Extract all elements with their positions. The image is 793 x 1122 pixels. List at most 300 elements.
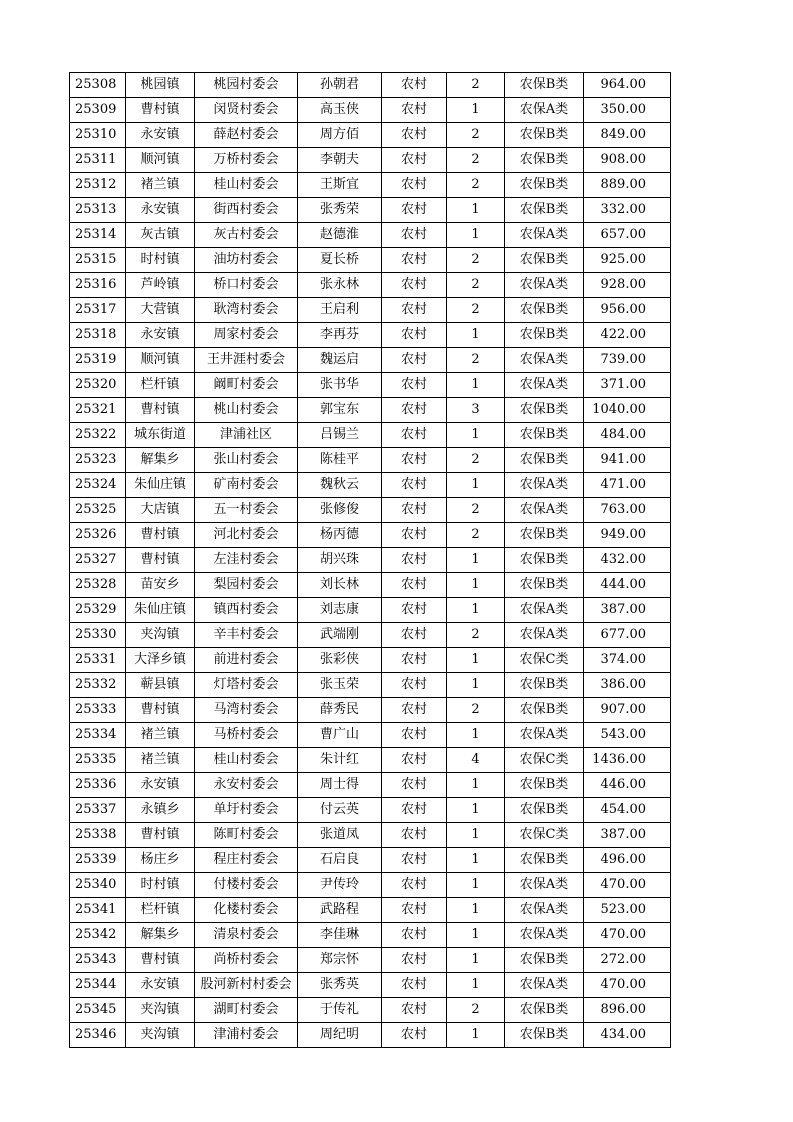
insurance-category-cell: 农保A类 — [505, 348, 584, 373]
insurance-category-cell: 农保A类 — [505, 98, 584, 123]
records-table-body — [70, 73, 671, 1048]
amount-cell: 272.00 — [584, 948, 671, 973]
committee-cell: 灰古村委会 — [195, 223, 298, 248]
household-count-cell: 2 — [447, 123, 505, 148]
person-name-cell: 李佳琳 — [298, 923, 382, 948]
household-count-cell: 2 — [447, 498, 505, 523]
record-id-cell: 25311 — [70, 148, 126, 173]
household-count-cell: 1 — [447, 323, 505, 348]
committee-cell: 周家村委会 — [195, 323, 298, 348]
table-row — [70, 798, 671, 823]
insurance-category-cell: 农保B类 — [505, 298, 584, 323]
committee-cell: 程庄村委会 — [195, 848, 298, 873]
amount-cell: 374.00 — [584, 648, 671, 673]
town-cell: 栏杆镇 — [126, 373, 195, 398]
table-row — [70, 98, 671, 123]
committee-cell: 五一村委会 — [195, 498, 298, 523]
town-cell: 朱仙庄镇 — [126, 473, 195, 498]
insurance-category-cell: 农保B类 — [505, 73, 584, 98]
table-row — [70, 623, 671, 648]
record-id-cell: 25316 — [70, 273, 126, 298]
committee-cell: 马桥村委会 — [195, 723, 298, 748]
household-count-cell: 2 — [447, 698, 505, 723]
insurance-category-cell: 农保B类 — [505, 848, 584, 873]
household-count-cell: 1 — [447, 598, 505, 623]
town-cell: 灰古镇 — [126, 223, 195, 248]
person-name-cell: 吕锡兰 — [298, 423, 382, 448]
table-row — [70, 898, 671, 923]
record-id-cell: 25325 — [70, 498, 126, 523]
person-name-cell: 于传礼 — [298, 998, 382, 1023]
table-row — [70, 573, 671, 598]
amount-cell: 956.00 — [584, 298, 671, 323]
person-name-cell: 王斯宜 — [298, 173, 382, 198]
area-type-cell: 农村 — [382, 323, 447, 348]
town-cell: 栏杆镇 — [126, 898, 195, 923]
person-name-cell: 朱计红 — [298, 748, 382, 773]
committee-cell: 王井涯村委会 — [195, 348, 298, 373]
insurance-category-cell: 农保B类 — [505, 673, 584, 698]
area-type-cell: 农村 — [382, 98, 447, 123]
town-cell: 褚兰镇 — [126, 723, 195, 748]
household-count-cell: 1 — [447, 673, 505, 698]
insurance-category-cell: 农保B类 — [505, 398, 584, 423]
committee-cell: 阚町村委会 — [195, 373, 298, 398]
committee-cell: 湖町村委会 — [195, 998, 298, 1023]
area-type-cell: 农村 — [382, 73, 447, 98]
table-row — [70, 823, 671, 848]
person-name-cell: 张玉荣 — [298, 673, 382, 698]
person-name-cell: 张永林 — [298, 273, 382, 298]
household-count-cell: 1 — [447, 873, 505, 898]
committee-cell: 付楼村委会 — [195, 873, 298, 898]
town-cell: 顺河镇 — [126, 348, 195, 373]
amount-cell: 387.00 — [584, 823, 671, 848]
record-id-cell: 25340 — [70, 873, 126, 898]
committee-cell: 耿湾村委会 — [195, 298, 298, 323]
committee-cell: 左洼村委会 — [195, 548, 298, 573]
area-type-cell: 农村 — [382, 648, 447, 673]
town-cell: 永安镇 — [126, 123, 195, 148]
area-type-cell: 农村 — [382, 548, 447, 573]
record-id-cell: 25318 — [70, 323, 126, 348]
town-cell: 曹村镇 — [126, 398, 195, 423]
table-row — [70, 398, 671, 423]
insurance-category-cell: 农保A类 — [505, 973, 584, 998]
amount-cell: 964.00 — [584, 73, 671, 98]
amount-cell: 849.00 — [584, 123, 671, 148]
amount-cell: 470.00 — [584, 973, 671, 998]
committee-cell: 油坊村委会 — [195, 248, 298, 273]
record-id-cell: 25333 — [70, 698, 126, 723]
household-count-cell: 1 — [447, 798, 505, 823]
table-row — [70, 1023, 671, 1048]
record-id-cell: 25317 — [70, 298, 126, 323]
person-name-cell: 李再芬 — [298, 323, 382, 348]
committee-cell: 桂山村委会 — [195, 173, 298, 198]
person-name-cell: 李朝夫 — [298, 148, 382, 173]
committee-cell: 张山村委会 — [195, 448, 298, 473]
insurance-category-cell: 农保A类 — [505, 373, 584, 398]
household-count-cell: 1 — [447, 848, 505, 873]
town-cell: 时村镇 — [126, 873, 195, 898]
record-id-cell: 25326 — [70, 523, 126, 548]
record-id-cell: 25328 — [70, 573, 126, 598]
table-row — [70, 198, 671, 223]
record-id-cell: 25312 — [70, 173, 126, 198]
amount-cell: 422.00 — [584, 323, 671, 348]
area-type-cell: 农村 — [382, 523, 447, 548]
insurance-category-cell: 农保B类 — [505, 548, 584, 573]
person-name-cell: 高玉侠 — [298, 98, 382, 123]
area-type-cell: 农村 — [382, 948, 447, 973]
table-row — [70, 423, 671, 448]
record-id-cell: 25314 — [70, 223, 126, 248]
person-name-cell: 周士得 — [298, 773, 382, 798]
person-name-cell: 郑宗怀 — [298, 948, 382, 973]
town-cell: 杨庄乡 — [126, 848, 195, 873]
area-type-cell: 农村 — [382, 573, 447, 598]
person-name-cell: 张秀荣 — [298, 198, 382, 223]
table-row — [70, 498, 671, 523]
area-type-cell: 农村 — [382, 373, 447, 398]
insurance-category-cell: 农保A类 — [505, 473, 584, 498]
insurance-category-cell: 农保A类 — [505, 273, 584, 298]
table-row — [70, 373, 671, 398]
record-id-cell: 25331 — [70, 648, 126, 673]
record-id-cell: 25339 — [70, 848, 126, 873]
amount-cell: 1436.00 — [584, 748, 671, 773]
record-id-cell: 25335 — [70, 748, 126, 773]
insurance-category-cell: 农保A类 — [505, 873, 584, 898]
amount-cell: 471.00 — [584, 473, 671, 498]
record-id-cell: 25336 — [70, 773, 126, 798]
town-cell: 大营镇 — [126, 298, 195, 323]
table-row — [70, 148, 671, 173]
household-count-cell: 2 — [447, 348, 505, 373]
amount-cell: 908.00 — [584, 148, 671, 173]
record-id-cell: 25315 — [70, 248, 126, 273]
household-count-cell: 1 — [447, 823, 505, 848]
area-type-cell: 农村 — [382, 198, 447, 223]
record-id-cell: 25308 — [70, 73, 126, 98]
household-count-cell: 2 — [447, 248, 505, 273]
table-row — [70, 673, 671, 698]
person-name-cell: 尹传玲 — [298, 873, 382, 898]
person-name-cell: 周纪明 — [298, 1023, 382, 1048]
record-id-cell: 25324 — [70, 473, 126, 498]
committee-cell: 津浦社区 — [195, 423, 298, 448]
insurance-category-cell: 农保A类 — [505, 223, 584, 248]
table-row — [70, 248, 671, 273]
record-id-cell: 25338 — [70, 823, 126, 848]
household-count-cell: 2 — [447, 623, 505, 648]
table-row — [70, 848, 671, 873]
insurance-category-cell: 农保A类 — [505, 623, 584, 648]
insurance-category-cell: 农保A类 — [505, 898, 584, 923]
person-name-cell: 薛秀民 — [298, 698, 382, 723]
household-count-cell: 2 — [447, 148, 505, 173]
committee-cell: 灯塔村委会 — [195, 673, 298, 698]
town-cell: 城东街道 — [126, 423, 195, 448]
table-row — [70, 698, 671, 723]
committee-cell: 津浦村委会 — [195, 1023, 298, 1048]
committee-cell: 马湾村委会 — [195, 698, 298, 723]
area-type-cell: 农村 — [382, 298, 447, 323]
record-id-cell: 25332 — [70, 673, 126, 698]
amount-cell: 889.00 — [584, 173, 671, 198]
area-type-cell: 农村 — [382, 673, 447, 698]
area-type-cell: 农村 — [382, 348, 447, 373]
area-type-cell: 农村 — [382, 898, 447, 923]
area-type-cell: 农村 — [382, 973, 447, 998]
amount-cell: 350.00 — [584, 98, 671, 123]
amount-cell: 739.00 — [584, 348, 671, 373]
person-name-cell: 周方佰 — [298, 123, 382, 148]
insurance-category-cell: 农保C类 — [505, 823, 584, 848]
record-id-cell: 25321 — [70, 398, 126, 423]
household-count-cell: 1 — [447, 723, 505, 748]
person-name-cell: 魏秋云 — [298, 473, 382, 498]
insurance-category-cell: 农保B类 — [505, 423, 584, 448]
household-count-cell: 1 — [447, 648, 505, 673]
table-row — [70, 173, 671, 198]
amount-cell: 434.00 — [584, 1023, 671, 1048]
record-id-cell: 25344 — [70, 973, 126, 998]
record-id-cell: 25346 — [70, 1023, 126, 1048]
area-type-cell: 农村 — [382, 223, 447, 248]
amount-cell: 523.00 — [584, 898, 671, 923]
household-count-cell: 1 — [447, 373, 505, 398]
town-cell: 苗安乡 — [126, 573, 195, 598]
committee-cell: 清泉村委会 — [195, 923, 298, 948]
record-id-cell: 25319 — [70, 348, 126, 373]
area-type-cell: 农村 — [382, 173, 447, 198]
town-cell: 永安镇 — [126, 773, 195, 798]
household-count-cell: 2 — [447, 273, 505, 298]
household-count-cell: 2 — [447, 73, 505, 98]
household-count-cell: 3 — [447, 398, 505, 423]
person-name-cell: 郭宝东 — [298, 398, 382, 423]
person-name-cell: 杨丙德 — [298, 523, 382, 548]
committee-cell: 薛赵村委会 — [195, 123, 298, 148]
area-type-cell: 农村 — [382, 598, 447, 623]
household-count-cell: 1 — [447, 948, 505, 973]
table-row — [70, 473, 671, 498]
table-row — [70, 548, 671, 573]
committee-cell: 尚桥村委会 — [195, 948, 298, 973]
person-name-cell: 张修俊 — [298, 498, 382, 523]
record-id-cell: 25343 — [70, 948, 126, 973]
record-id-cell: 25322 — [70, 423, 126, 448]
insurance-category-cell: 农保A类 — [505, 598, 584, 623]
area-type-cell: 农村 — [382, 498, 447, 523]
insurance-category-cell: 农保B类 — [505, 323, 584, 348]
committee-cell: 陈町村委会 — [195, 823, 298, 848]
amount-cell: 332.00 — [584, 198, 671, 223]
person-name-cell: 孙朝君 — [298, 73, 382, 98]
person-name-cell: 王启利 — [298, 298, 382, 323]
amount-cell: 387.00 — [584, 598, 671, 623]
person-name-cell: 武路程 — [298, 898, 382, 923]
insurance-category-cell: 农保B类 — [505, 148, 584, 173]
area-type-cell: 农村 — [382, 248, 447, 273]
amount-cell: 444.00 — [584, 573, 671, 598]
record-id-cell: 25329 — [70, 598, 126, 623]
table-row — [70, 998, 671, 1023]
person-name-cell: 张秀英 — [298, 973, 382, 998]
table-row — [70, 598, 671, 623]
area-type-cell: 农村 — [382, 623, 447, 648]
area-type-cell: 农村 — [382, 123, 447, 148]
household-count-cell: 1 — [447, 973, 505, 998]
town-cell: 曹村镇 — [126, 98, 195, 123]
town-cell: 解集乡 — [126, 448, 195, 473]
town-cell: 顺河镇 — [126, 148, 195, 173]
record-id-cell: 25310 — [70, 123, 126, 148]
amount-cell: 907.00 — [584, 698, 671, 723]
household-count-cell: 1 — [447, 1023, 505, 1048]
record-id-cell: 25334 — [70, 723, 126, 748]
town-cell: 解集乡 — [126, 923, 195, 948]
area-type-cell: 农村 — [382, 273, 447, 298]
household-count-cell: 2 — [447, 298, 505, 323]
table-row — [70, 523, 671, 548]
town-cell: 蕲县镇 — [126, 673, 195, 698]
amount-cell: 470.00 — [584, 923, 671, 948]
area-type-cell: 农村 — [382, 148, 447, 173]
area-type-cell: 农村 — [382, 748, 447, 773]
record-id-cell: 25320 — [70, 373, 126, 398]
committee-cell: 桂山村委会 — [195, 748, 298, 773]
household-count-cell: 1 — [447, 548, 505, 573]
town-cell: 褚兰镇 — [126, 173, 195, 198]
amount-cell: 677.00 — [584, 623, 671, 648]
insurance-category-cell: 农保A类 — [505, 923, 584, 948]
amount-cell: 446.00 — [584, 773, 671, 798]
person-name-cell: 张道凤 — [298, 823, 382, 848]
insurance-category-cell: 农保B类 — [505, 998, 584, 1023]
committee-cell: 闵贤村委会 — [195, 98, 298, 123]
person-name-cell: 胡兴珠 — [298, 548, 382, 573]
amount-cell: 928.00 — [584, 273, 671, 298]
insurance-category-cell: 农保A类 — [505, 498, 584, 523]
amount-cell: 925.00 — [584, 248, 671, 273]
table-row — [70, 223, 671, 248]
amount-cell: 1040.00 — [584, 398, 671, 423]
committee-cell: 化楼村委会 — [195, 898, 298, 923]
records-table — [69, 72, 671, 1048]
record-id-cell: 25341 — [70, 898, 126, 923]
town-cell: 曹村镇 — [126, 948, 195, 973]
town-cell: 芦岭镇 — [126, 273, 195, 298]
amount-cell: 484.00 — [584, 423, 671, 448]
record-id-cell: 25337 — [70, 798, 126, 823]
insurance-category-cell: 农保B类 — [505, 523, 584, 548]
town-cell: 夹沟镇 — [126, 1023, 195, 1048]
insurance-category-cell: 农保B类 — [505, 448, 584, 473]
town-cell: 朱仙庄镇 — [126, 598, 195, 623]
household-count-cell: 2 — [447, 173, 505, 198]
amount-cell: 432.00 — [584, 548, 671, 573]
table-row — [70, 73, 671, 98]
town-cell: 曹村镇 — [126, 548, 195, 573]
area-type-cell: 农村 — [382, 448, 447, 473]
person-name-cell: 赵德淮 — [298, 223, 382, 248]
table-row — [70, 648, 671, 673]
household-count-cell: 2 — [447, 998, 505, 1023]
record-id-cell: 25313 — [70, 198, 126, 223]
table-row — [70, 973, 671, 998]
town-cell: 永安镇 — [126, 973, 195, 998]
insurance-category-cell: 农保B类 — [505, 123, 584, 148]
area-type-cell: 农村 — [382, 473, 447, 498]
insurance-category-cell: 农保B类 — [505, 173, 584, 198]
area-type-cell: 农村 — [382, 998, 447, 1023]
table-row — [70, 773, 671, 798]
town-cell: 夹沟镇 — [126, 623, 195, 648]
committee-cell: 单圩村委会 — [195, 798, 298, 823]
person-name-cell: 张书华 — [298, 373, 382, 398]
household-count-cell: 1 — [447, 923, 505, 948]
insurance-category-cell: 农保C类 — [505, 748, 584, 773]
household-count-cell: 1 — [447, 223, 505, 248]
insurance-category-cell: 农保B类 — [505, 948, 584, 973]
town-cell: 曹村镇 — [126, 698, 195, 723]
record-id-cell: 25342 — [70, 923, 126, 948]
area-type-cell: 农村 — [382, 423, 447, 448]
area-type-cell: 农村 — [382, 823, 447, 848]
record-id-cell: 25323 — [70, 448, 126, 473]
committee-cell: 街西村委会 — [195, 198, 298, 223]
household-count-cell: 2 — [447, 523, 505, 548]
record-id-cell: 25345 — [70, 998, 126, 1023]
amount-cell: 454.00 — [584, 798, 671, 823]
town-cell: 曹村镇 — [126, 523, 195, 548]
table-row — [70, 948, 671, 973]
person-name-cell: 魏运启 — [298, 348, 382, 373]
household-count-cell: 1 — [447, 98, 505, 123]
insurance-category-cell: 农保B类 — [505, 198, 584, 223]
town-cell: 曹村镇 — [126, 823, 195, 848]
amount-cell: 496.00 — [584, 848, 671, 873]
town-cell: 大泽乡镇 — [126, 648, 195, 673]
committee-cell: 镇西村委会 — [195, 598, 298, 623]
town-cell: 夹沟镇 — [126, 998, 195, 1023]
table-row — [70, 273, 671, 298]
town-cell: 时村镇 — [126, 248, 195, 273]
town-cell: 大店镇 — [126, 498, 195, 523]
person-name-cell: 张彩侠 — [298, 648, 382, 673]
insurance-category-cell: 农保A类 — [505, 723, 584, 748]
committee-cell: 梨园村委会 — [195, 573, 298, 598]
committee-cell: 前进村委会 — [195, 648, 298, 673]
insurance-category-cell: 农保B类 — [505, 698, 584, 723]
household-count-cell: 1 — [447, 573, 505, 598]
table-row — [70, 123, 671, 148]
area-type-cell: 农村 — [382, 773, 447, 798]
household-count-cell: 1 — [447, 898, 505, 923]
amount-cell: 371.00 — [584, 373, 671, 398]
person-name-cell: 武端刚 — [298, 623, 382, 648]
committee-cell: 万桥村委会 — [195, 148, 298, 173]
area-type-cell: 农村 — [382, 848, 447, 873]
household-count-cell: 1 — [447, 198, 505, 223]
area-type-cell: 农村 — [382, 723, 447, 748]
town-cell: 桃园镇 — [126, 73, 195, 98]
area-type-cell: 农村 — [382, 923, 447, 948]
table-row — [70, 923, 671, 948]
